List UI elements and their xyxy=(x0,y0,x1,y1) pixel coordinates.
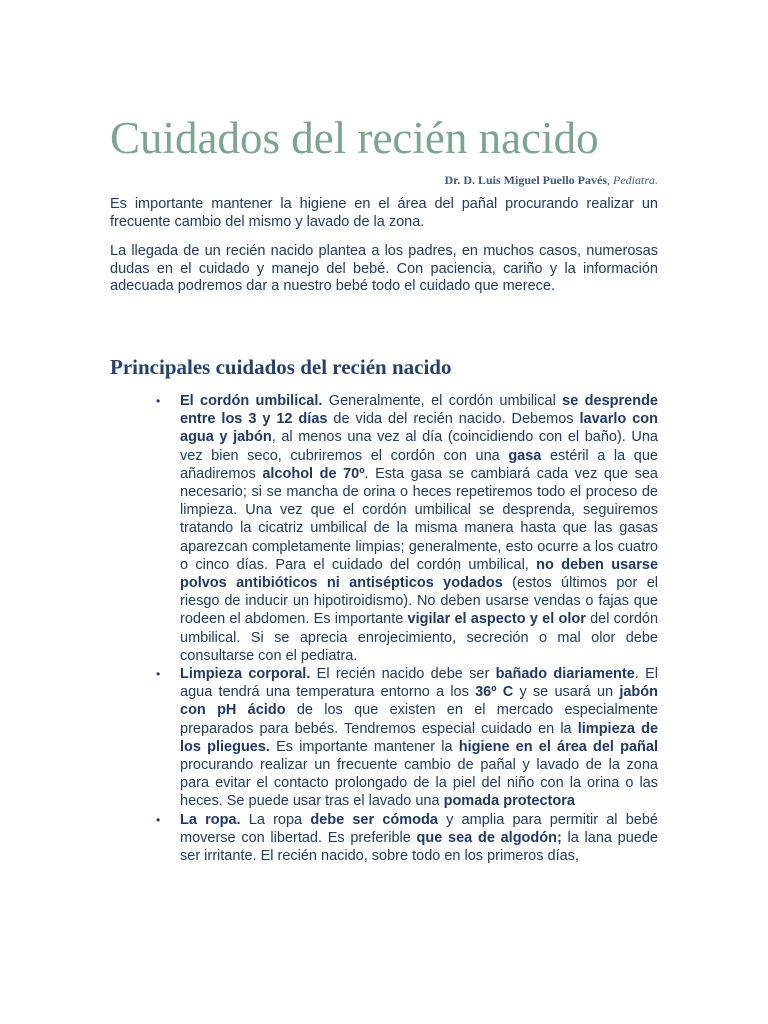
item-segment-bold: vigilar el aspecto y el olor xyxy=(407,611,586,628)
care-item-body-cleaning xyxy=(156,665,659,811)
care-item-clothing xyxy=(156,811,658,866)
item-segment-bold: debe ser cómoda xyxy=(310,811,438,828)
item-segment-bold: bañado diariamente xyxy=(495,666,635,683)
care-list xyxy=(156,392,659,865)
author-name: Dr. D. Luis Miguel Puello Pavés xyxy=(444,173,607,187)
item-segment: El recién nacido debe ser xyxy=(310,666,496,683)
item-segment: la lana puede ser irritante. El recién nacido, sobre todo en los primeros días, xyxy=(180,829,658,865)
bullet-icon: • xyxy=(156,667,161,682)
item-segment: del cordón umbilical. Si se aprecia enrojecimiento, secreción o mal olor debe consultarse con el pediatra. xyxy=(180,611,659,664)
author-role: Pediatra. xyxy=(613,173,658,187)
bullet-icon: • xyxy=(156,394,161,408)
care-item-umbilical-cord xyxy=(156,392,659,665)
item-segment: Es importante mantener la xyxy=(269,738,459,755)
item-segment-bold: higiene en el área del pañal xyxy=(458,738,658,755)
item-segment: (estos últimos por el riesgo de inducir un hipotiroidismo). No deben usarse vendas o fajas que rodeen el abdomen. Es importante xyxy=(180,575,658,628)
item-segment: de vida del recién nacido. Debemos xyxy=(327,411,580,428)
section-heading: Principales cuidados del recién nacido xyxy=(110,355,452,379)
intro-paragraph-2: La llegada de un recién nacido plantea a los padres, en muchos casos, numerosas dudas en el cuidado y manejo del bebé. Con paciencia, cariño y la información adecuada podremos dar a nuestro bebé todo el cuidado que merece. xyxy=(110,243,658,294)
item-segment-bold: alcohol de 70º xyxy=(262,465,365,482)
page-title: Cuidados del recién nacido xyxy=(110,113,599,163)
item-segment: procurando realizar un frecuente cambio de pañal y lavado de la zona para evitar el contacto prolongado de la piel del niño con la orina o las heces. Se puede usar tras el lavado una xyxy=(180,757,658,810)
item-segment: de los que existen en el mercado especialmente preparados para bebés. Tendremos especial cuidado en la xyxy=(180,702,658,737)
item-label: Limpieza corporal. xyxy=(180,666,311,683)
item-segment-bold: no deben usarse polvos antibióticos ni antisépticos yodados xyxy=(180,556,659,592)
item-segment-bold: se desprende entre los 3 y 12 días xyxy=(180,393,658,428)
item-segment-bold: lavarlo con agua y jabón xyxy=(180,411,658,446)
item-segment-bold: que sea de algodón; xyxy=(416,829,562,846)
item-segment-bold: 36º C xyxy=(475,684,514,701)
item-segment-bold: limpieza de los pliegues. xyxy=(180,720,659,755)
item-segment: Generalmente, el cordón umbilical xyxy=(322,393,563,409)
item-segment: La ropa xyxy=(240,811,311,828)
item-segment: . Esta gasa se cambiará cada vez que sea necesario; si se mancha de orina o heces repetiremos todo el proceso de limpieza. Una vez que el cordón umbilical se desprenda, seguiremos tratando la cicatriz umbilical de la misma manera hasta que las gasas aparezcan completamente limpias; generalmente, esto ocurre a los cuatro o cinco días. Para el cuidado del cordón umbilical, xyxy=(180,465,658,573)
item-label: La ropa. xyxy=(180,811,241,828)
bullet-icon: • xyxy=(156,812,161,827)
item-segment: , al menos una vez al día (coincidiendo con el baño). Una vez bien seco, cubriremos el cordón con una xyxy=(180,429,658,464)
author-separator: , xyxy=(607,173,613,187)
item-segment: y se usará un xyxy=(513,684,620,701)
item-segment-bold: jabón con pH ácido xyxy=(180,684,658,719)
item-segment-bold: gasa xyxy=(508,447,542,464)
author-line xyxy=(444,172,658,188)
item-segment: y amplia para permitir al bebé moverse con libertad. Es preferible xyxy=(180,811,658,846)
item-segment: . El agua tendrá una temperatura entorno a los xyxy=(180,666,658,701)
item-label: El cordón umbilical. xyxy=(180,393,323,409)
item-segment: estéril a la que añadiremos xyxy=(180,447,658,482)
item-segment-bold: pomada protectora xyxy=(443,793,575,810)
intro-paragraph-1: Es importante mantener la higiene en el área del pañal procurando realizar un frecuente cambio del mismo y lavado de la zona. xyxy=(110,196,658,230)
